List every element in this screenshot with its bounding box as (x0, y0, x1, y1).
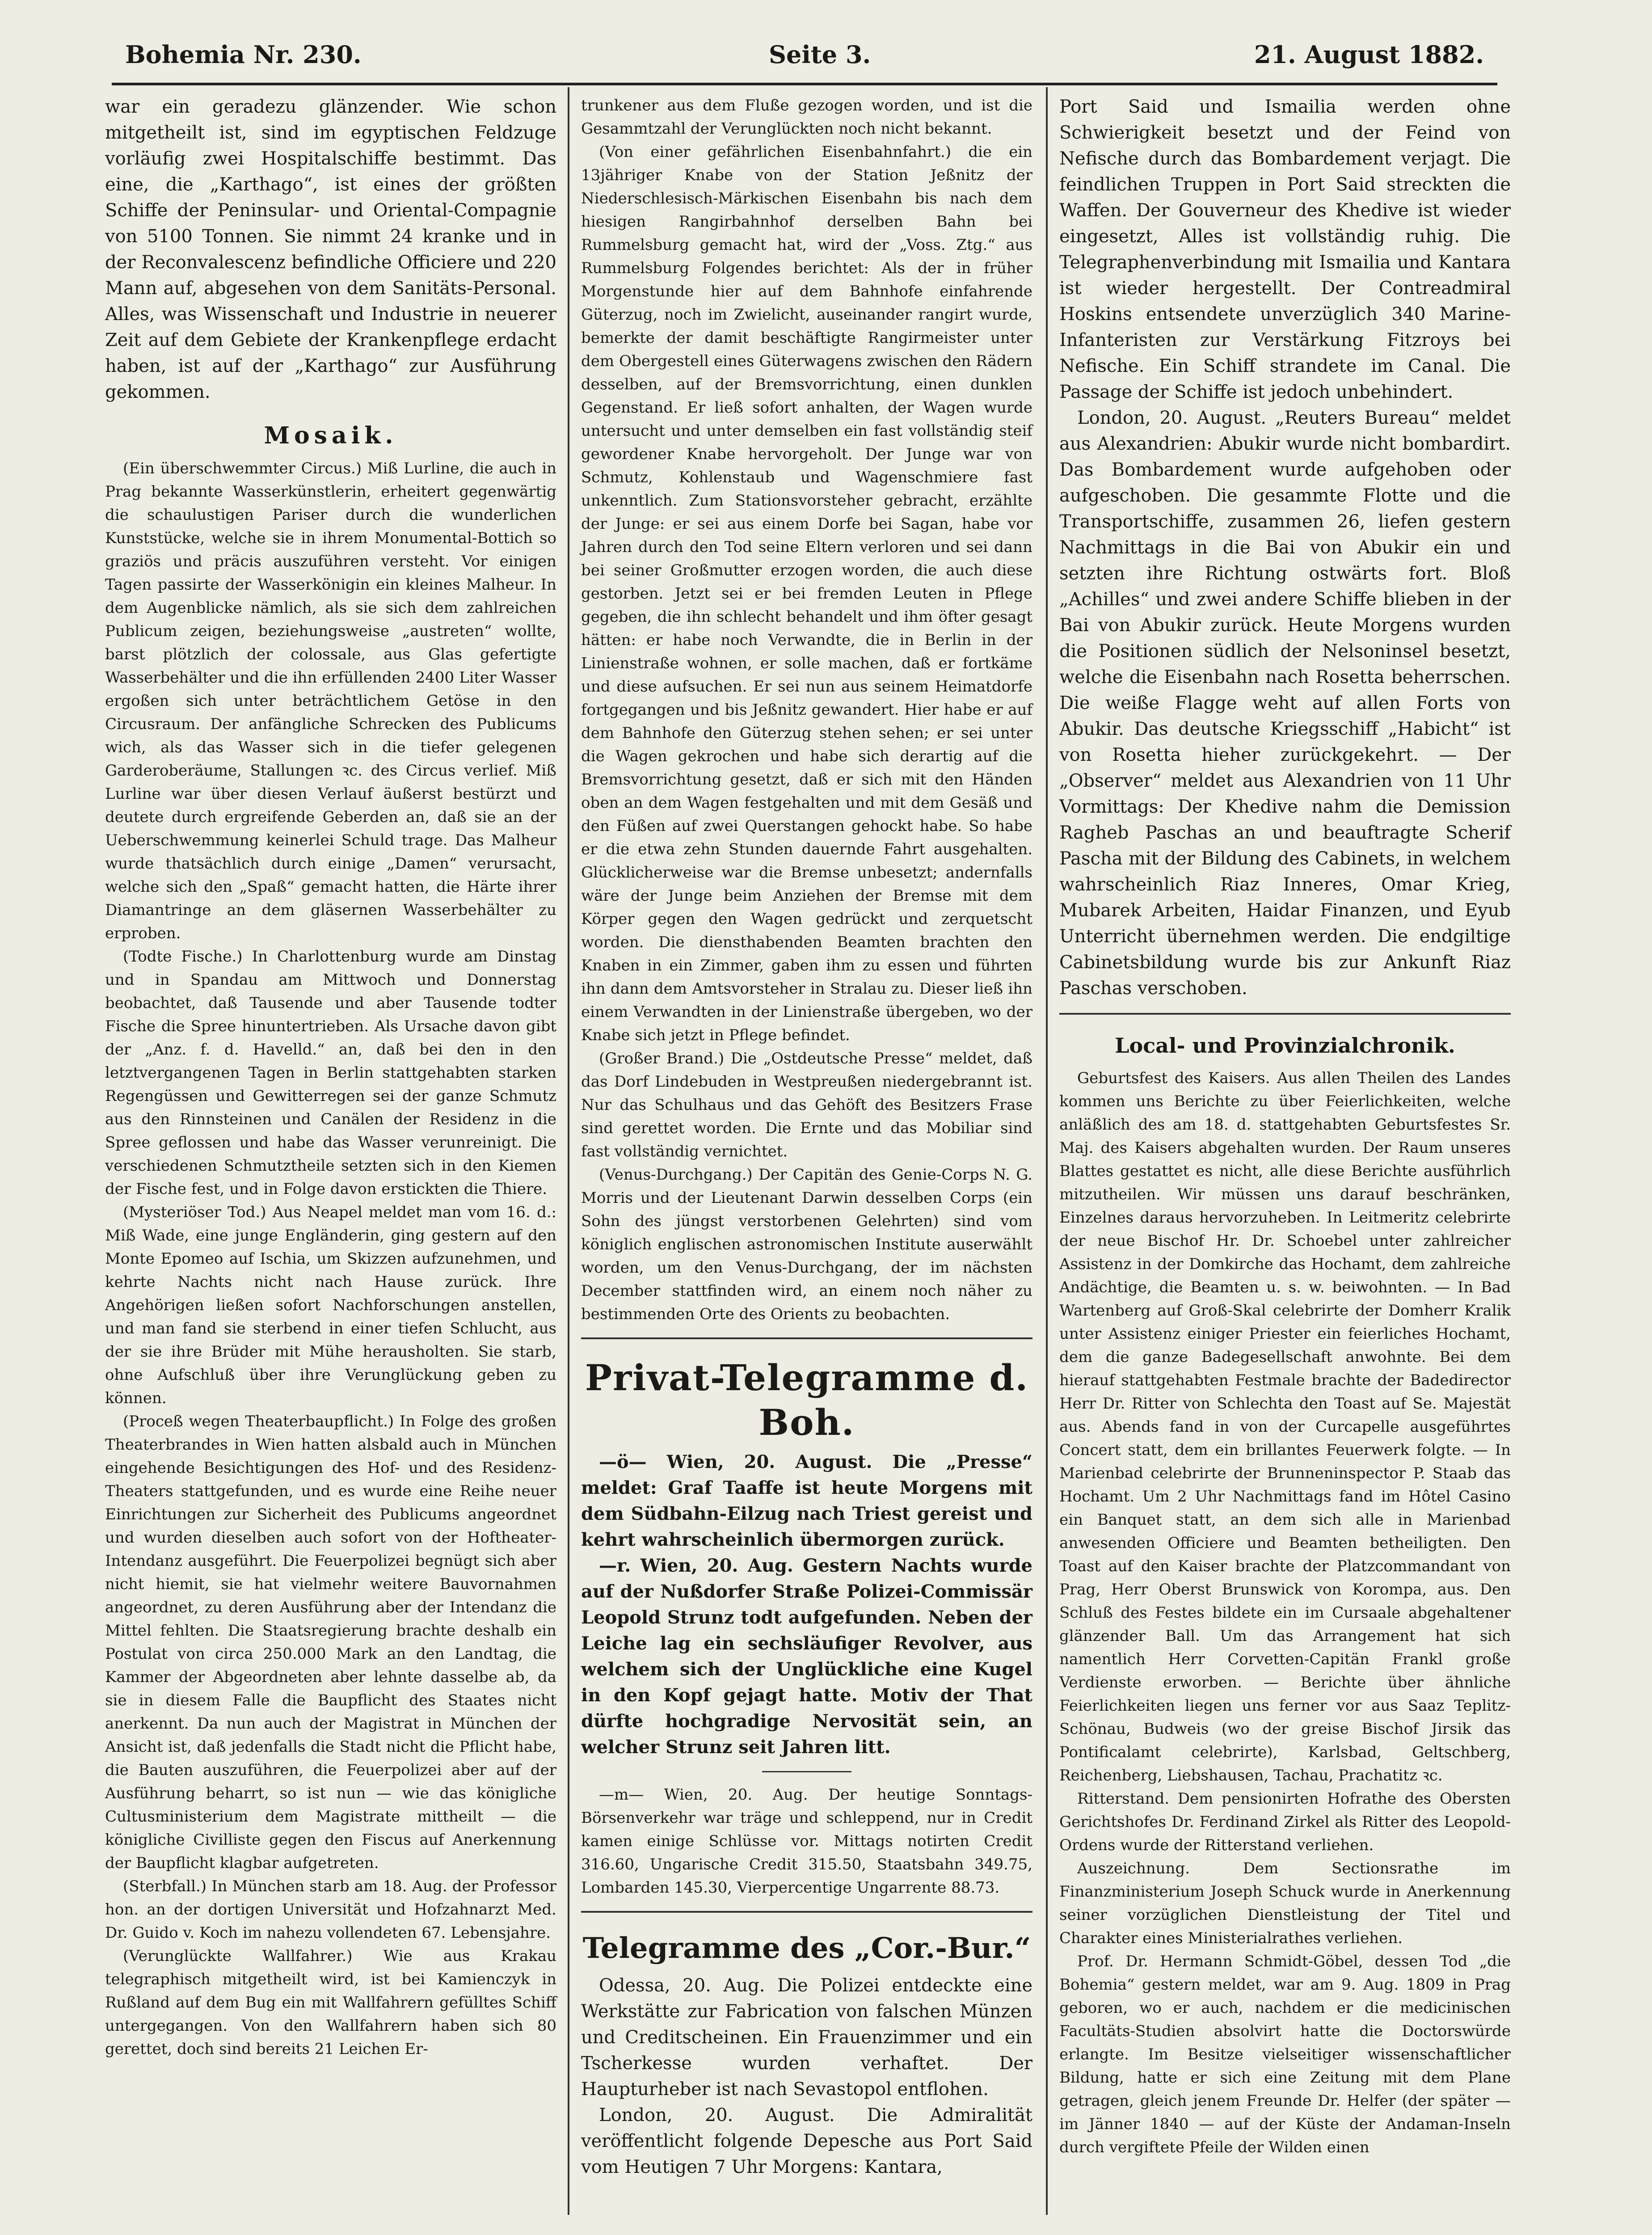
header-issue: Bohemia Nr. 230. (125, 40, 362, 69)
article-circus: (Ein überschwemmter Circus.) Miß Lurline, die auch in Prag bekannte Wasserkünstlerin, erheitert gegenwärtig die schaulustigen Pariser durch die wunderlichen Kunststücke, welche sie in ihrem Monumental-Bottich so graziös und präcis auszuführen versteht. Vor einigen Tagen passirte der Wasserkönigin ein kleines Malheur. In dem Augenblicke nämlich, als sie sich dem zahlreichen Publicum zeigen, beziehungsweise „austreten“ wollte, barst plötzlich der colossale, aus Glas gefertigte Wasserbehälter und die ihn erfüllenden 2400 Liter Wasser ergoßen sich unter beträchtlichem Getöse in den Circusraum. Der anfängliche Schrecken des Publicums wich, als das Wasser sich in die tiefer gelegenen Garderoberäume, Stallungen ꝛc. des Circus verlief. Miß Lurline war über diesen Verlauf äußerst bestürzt und deutete durch ergreifende Geberden an, daß sie an der Ueberschwemmung keinerlei Schuld trage. Das Malheur wurde thatsächlich durch einige „Damen“ verursacht, welche sich den „Spaß“ gemacht hatten, die Härte ihrer Diamantringe an dem gläsernen Wasserbehälter zu erproben. (105, 460, 556, 942)
header-rule (112, 83, 1497, 85)
telegram-strunz: —r. Wien, 20. Aug. Gestern Nachts wurde auf der Nußdorfer Straße Polizei-Commissär Leopold Strunz todt aufgefunden. Neben der Leiche lag ein sechsläufiger Revolver, aus welchem sich der Unglückliche eine Kugel in den Kopf gejagt hatte. Motiv der That dürfte hochgradige Nervosität sein, an welcher Strunz seit Jahren litt. (581, 1555, 1032, 1758)
article-pilgrims: (Verunglückte Wallfahrer.) Wie aus Krakau telegraphisch mitgetheilt wird, ist bei Kamienczyk in Rußland auf dem Bug ein mit Wallfahrern gefülltes Schiff untergegangen. Von den Wallfahrern haben sich 80 gerettet, doch sind bereits 21 Leichen Er- (105, 1947, 556, 2058)
article-railway-ride: (Von einer gefährlichen Eisenbahnfahrt.) die ein 13jähriger Knabe von der Station Jeßnitz der Niederschlesisch-Märkischen Eisenbahn bis nach dem hiesigen Rangirbahnhof derselben Bahn bei Rummelsburg gemacht hat, wird der „Voss. Ztg.“ aus Rummelsburg Folgendes berichtet: Als der in früher Morgenstunde hier auf dem Bahnhofe einfahrende Güterzug, noch im Zwielicht, auseinander rangirt wurde, bemerkte der damit beschäftigte Rangirmeister unter dem Obergestell eines Güterwagens zwischen den Rädern desselben, auf der Bremsvorrichtung, einen dunklen Gegenstand. Er ließ sofort anhalten, der Wagen wurde untersucht und unter demselben ein fast vollständig steif gewordener Knabe hervorgeholt. Der Junge war von Schmutz, Kohlenstaub und Wagenschmiere fast unkenntlich. Zum Stationsvorsteher gebracht, erzählte der Junge: er sei aus einem Dorfe bei Sagan, habe vor Jahren durch den Tod seine Eltern verloren und sei dann bei seiner Großmutter erzogen worden, die auch diese gestorben. Jetzt sei er bei fremden Leuten in Pflege gegeben, die ihn schlecht behandelt und ihm öfter gesagt hätten: er habe noch Verwandte, die in Berlin in der Linienstraße wohnen, er solle machen, daß er fortkäme und diese aufsuchen. Er sei nun aus seinem Heimatdorfe fortgegangen und bis Jeßnitz gewandert. Hier habe er auf dem Bahnhofe den Güterzug stehen sehen; er sei unter die Wagen gekrochen und habe sich derartig auf die Bremsvorrichtung gesetzt, daß er sich mit den Händen oben an dem Wagen festgehalten und mit dem Gesäß und den Füßen auf zwei Querstangen gehockt habe. So habe er die etwa zehn Stunden dauernde Fahrt ausgehalten. Glücklicherweise war die Bremse unbesetzt; andernfalls wäre der Junge beim Anziehen der Bremse mit dem Körper gegen den Wagen gedrückt und zerquetscht worden. Die diensthabenden Beamten brachten den Knaben in ein Zimmer, gaben ihm zu essen und führten ihn dann dem Amtsvorsteher in Stralau zu. Dieser ließ ihn einem Verwandten in der Linienstraße übergeben, wo der Knabe sich jetzt in Pflege befindet. (581, 143, 1032, 1044)
telegram-london-admiralty: London, 20. August. Die Admiralität veröffentlicht folgende Depesche aus Port Said vom Heutigen 7 Uhr Morgens: Kantara, (581, 2105, 1032, 2177)
article-schmidt-goebel: Prof. Dr. Hermann Schmidt-Göbel, dessen Tod „die Bohemia“ gestern meldet, war am 9. Aug. 1809 in Prag geboren, wo er auch, nachdem er die medicinischen Facultäts-Studien absolvirt hatte die Doctorswürde erlangte. Im Besitze vielseitiger wissenschaftlicher Bildung, hatte er sich eine Zeitung mit dem Plane getragen, gleich jenem Freunde Dr. Helfer (der später — im Jänner 1840 — auf der Küste der Andaman-Inseln durch vergiftete Pfeile der Wilden einen (1059, 1952, 1511, 2156)
page-header (112, 31, 1497, 76)
section-title-cor-bur-telegrams: Telegramme des „Cor.-Bur.“ (582, 1931, 1031, 1965)
telegram-london-reuters: London, 20. August. „Reuters Bureau“ meldet aus Alexandrien: Abukir wurde nicht bombardirt. Das Bombardement wurde aufgehoben oder aufgeschoben. Die gesammte Flotte und die Transportschiffe, zusammen 26, liefen gestern Nachmittags in die Bai von Abukir ein und setzten ihre Richtung ostwärts fort. Bloß „Achilles“ und zwei andere Schiffe blieben in der Bai von Abukir zurück. Heute Morgens wurden die Positionen südlich der Nelsoninsel besetzt, welche die Eisenbahn nach Rosetta beherrschen. Die weiße Flagge weht auf allen Forts von Abukir. Das deutsche Kriegsschiff „Habicht“ ist von Rosetta hieher zurückgekehrt. — Der „Observer“ meldet aus Alexandrien von 11 Uhr Vormittags: Der Khedive nahm die Demission Ragheb Paschas an und beauftragte Scherif Pascha mit der Bildung des Cabinets, in welchem wahrscheinlich Riaz Inneres, Omar Krieg, Mubarek Arbeiten, Haidar Finanzen, und Eyub Unterricht übernehmen werden. Die endgiltige Cabinetsbildung wurde bis zur Ankunft Riaz Paschas verschoben. (1059, 408, 1511, 999)
article-knighthood: Ritterstand. Dem pensionirten Hofrathe des Obersten Gerichtshofes Dr. Ferdinand Zirkel als Ritter des Leopold-Ordens wurde der Ritterstand verliehen. (1059, 1790, 1511, 1854)
section-rule-2 (581, 1911, 1032, 1913)
telegram-stock-exchange: —m— Wien, 20. Aug. Der heutige Sonntags-Börsenverkehr war träge und schleppend, nur in Credit kamen einige Schlüsse vor. Mittags notirten Credit 316.60, Ungarische Credit 315.50, Staatsbahn 349.75, Lombarden 145.30, Vierpercentige Ungarrente 88.73. (581, 1786, 1032, 1897)
telegram-port-said: Port Said und Ismailia werden ohne Schwierigkeit besetzt und der Feind von Nefische durch das Bombardement verjagt. Die feindlichen Truppen in Port Said streckten die Waffen. Der Gouverneur des Khedive ist wieder eingesetzt, Alles ist vollständig ruhig. Die Telegraphenverbindung mit Ismailia und Kantara ist wieder hergestellt. Der Contreadmiral Hoskins entsendete unverzüglich 340 Marine-Infanteristen zur Verstärkung Fitzroys bei Nefische. Ein Schiff strandete im Canal. Die Passage der Schiffe ist jedoch unbehindert. (1059, 97, 1511, 402)
column-3 (1059, 94, 1511, 2159)
section-title-mosaik: Mosaik. (264, 422, 398, 449)
section-rule-3 (1059, 1013, 1511, 1015)
header-page-number: Seite 3. (769, 40, 871, 69)
article-mysterious-death: (Mysteriöser Tod.) Aus Neapel meldet man vom 16. d.: Miß Wade, eine junge Engländerin, ging gestern auf den Monte Epomeo auf Ischia, um Skizzen aufzunehmen, und kehrte Nachts nicht nach Hause zurück. Ihre Angehörigen ließen sofort Nachforschungen anstellen, und man fand sie sterbend in einer tiefen Schlucht, aus der sie ihre Brüder mit Mühe herausholten. Sie starb, ohne Aufschluß über ihre Verunglückung geben zu können. (105, 1203, 556, 1407)
article-death-notice: (Sterbfall.) In München starb am 18. Aug. der Professor hon. an der dortigen Universität und Hofzahnarzt Med. Dr. Guido v. Koch im nahezu vollendeten 67. Lebensjahre. (105, 1877, 556, 1942)
short-rule (762, 1771, 851, 1772)
column-divider-1 (568, 87, 569, 2215)
telegram-odessa: Odessa, 20. Aug. Die Polizei entdeckte eine Werkstätte zur Fabrication von falschen Münzen und Creditscheinen. Ein Frauenzimmer und ein Tscherkesse wurden verhaftet. Der Haupturheber ist nach Sevastopol entflohen. (581, 1975, 1032, 2100)
column-1 (105, 94, 556, 2061)
article-theatre-lawsuit: (Proceß wegen Theaterbaupflicht.) In Folge des großen Theaterbrandes in Wien hatten alsbald auch in München eingehende Besichtigungen des Hof- und des Residenz-Theaters stattgefunden, und es wurde eine Reihe neuer Einrichtungen zur Sicherheit des Publicums angeordnet und wurden dieselben auch sofort von der Hoftheater-Intendanz ausgeführt. Die Feuerpolizei begnügt sich aber nicht hiemit, sie hat vielmehr weitere Bauvornahmen angeordnet, zu deren Ausführung aber der Intendanz die Mittel fehlten. Die Staatsregierung brachte deshalb ein Postulat von circa 250.000 Mark an den Landtag, die Kammer der Abgeordneten aber lehnte dasselbe ab, da sie in diesem Falle die Baupflicht des Staates nicht anerkennt. Da nun auch der Magistrat in München der Ansicht ist, daß jedenfalls die Stadt nicht die Pflicht habe, die Bauten auszuführen, die Feuerpolizei aber auf der Ausführung beharrt, so ist nun — wie das königliche Cultusministerium dem Magistrate mittheilt — die königliche Civilliste gegen den Fiscus auf Anerkennung der Baupflicht klagbar aufgetreten. (105, 1413, 556, 1872)
article-pilgrims-continued: trunkener aus dem Fluße gezogen worden, und ist die Gesammtzahl der Verunglückten noch nicht bekannt. (581, 97, 1032, 138)
article-continuation: war ein geradezu glänzender. Wie schon mitgetheilt ist, sind im egyptischen Feldzuge vorläufig zwei Hospitalschiffe bestimmt. Das eine, die „Karthago“, ist eines der größten Schiffe der Peninsular- und Oriental-Compagnie von 5100 Tonnen. Sie nimmt 24 kranke und in der Reconvalescenz befindliche Officiere und 220 Mann auf, abgesehen von dem Sanitäts-Personal. Alles, was Wissenschaft und Industrie in neuerer Zeit auf dem Gebiete der Krankenpflege erdacht haben, ist auf der „Karthago“ zur Ausführung gekommen. (105, 97, 556, 402)
section-rule (581, 1337, 1032, 1339)
header-date: 21. August 1882. (1254, 40, 1484, 69)
column-divider-2 (1046, 87, 1048, 2215)
section-title-local-chronicle: Local- und Provinzialchronik. (1115, 1033, 1455, 1058)
article-fire: (Großer Brand.) Die „Ostdeutsche Presse“ meldet, daß das Dorf Lindebuden in Westpreußen niedergebrannt ist. Nur das Schulhaus und das Gehöft des Besitzers Frase sind gerettet worden. Die Ernte und das Mobiliar sind fast vollständig vernichtet. (581, 1050, 1032, 1160)
article-award: Auszeichnung. Dem Sectionsrathe im Finanzministerium Joseph Schuck wurde in Anerkennung seiner vorzüglichen Dienstleistung der Titel und Charakter eines Ministerialrathes verliehen. (1059, 1860, 1511, 1947)
article-emperor-birthday: Geburtsfest des Kaisers. Aus allen Theilen des Landes kommen uns Berichte zu über Feierlichkeiten, welche anläßlich des am 18. d. stattgehabten Geburtsfestes Sr. Maj. des Kaisers abgehalten wurden. Der Raum unseres Blattes gestattet es nicht, alle diese Berichte ausführlich mitzutheilen. Wir müssen uns darauf beschränken, Einzelnes daraus hervorzuheben. In Leitmeritz celebrirte der neue Bischof Hr. Dr. Schoebel unter zahlreicher Assistenz in der Domkirche das Hochamt, dem zahlreiche Andächtige, die Beamten u. s. w. beiwohnten. — In Bad Wartenberg auf Groß-Skal celebrirte der Domherr Kralik unter Assistenz einiger Priester ein feierliches Hochamt, dem die ganze Badegesellschaft anwohnte. Bei dem hierauf stattgehabten Festmale brachte der Badedirector Herr Dr. Ritter von Schlechta den Toast auf Se. Majestät aus. Abends fand in von der Curcapelle ausgeführtes Concert statt, dem ein brillantes Feuerwerk folgte. — In Marienbad celebrirte der Brunneninspector P. Staab das Hochamt. Um 2 Uhr Nachmittags fand im Hôtel Casino ein Banquet statt, an dem sich alle in Marienbad anwesenden Officiere und Beamten betheiligten. Den Toast auf den Kaiser brachte der Platzcommandant von Prag, Herr Oberst Brunswick von Korompa, aus. Den Schluß des Festes bildete ein im Cursaale abgehaltener glänzender Ball. Um das Arrangement hat sich namentlich Herr Corvetten-Capitän Frankl große Verdienste erworben. — Berichte über ähnliche Feierlichkeiten liegen uns ferner vor aus Saaz Teplitz-Schönau, Budweis (wo der greise Bischof Jirsik das Pontificalamt celebrirte), Karlsbad, Geltschberg, Reichenberg, Liebshausen, Tachau, Prachatitz ꝛc. (1059, 1069, 1511, 1784)
telegram-taaffe: —ö— Wien, 20. August. Die „Presse“ meldet: Graf Taaffe ist heute Morgens mit dem Südbahn-Eilzug nach Triest gereist und kehrt wahrscheinlich übermorgen zurück. (581, 1451, 1032, 1550)
column-2 (581, 94, 1032, 2180)
article-venus-transit: (Venus-Durchgang.) Der Capitän des Genie-Corps N. G. Morris und der Lieutenant Darwin desselben Corps (ein Sohn des jüngst verstorbenen Gelehrten) sind vom königlich englischen astronomischen Institute auserwählt worden, um den Venus-Durchgang, der im nächsten December stattfinden wird, an einem noch näher zu bestimmenden Orte des Orients zu beobachten. (581, 1166, 1032, 1323)
section-title-private-telegrams: Privat-Telegramme d. Boh. (585, 1357, 1029, 1443)
article-dead-fish: (Todte Fische.) In Charlottenburg wurde am Dinstag und in Spandau am Mittwoch und Donnerstag beobachtet, daß Tausende und aber Tausende todter Fische die Spree hinuntertrieben. Als Ursache davon gibt der „Anz. f. d. Havelld.“ an, daß bei den in den letztvergangenen Tagen in Berlin stattgehabten starken Regengüssen und Gewitterregen sei der ganze Schmutz aus den Rinnsteinen und Canälen der Residenz in die Spree geflossen und habe das Wasser verunreinigt. Die verschiedenen Schmutztheile setzten sich in den Kiemen der Fische fest, und in Folge davon erstickten die Thiere. (105, 948, 556, 1198)
